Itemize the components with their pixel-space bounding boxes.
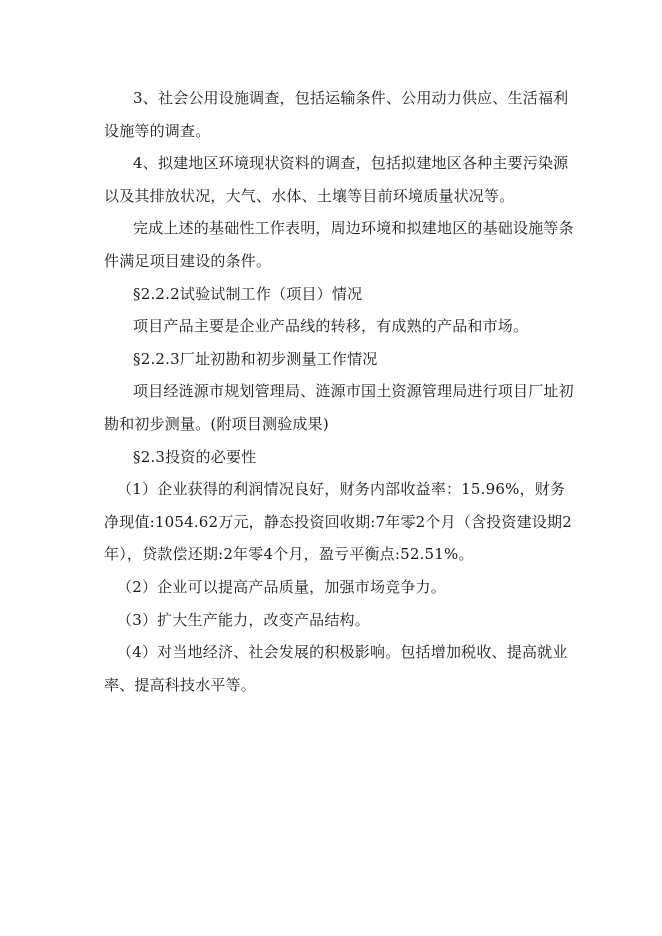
paragraph-site-survey: 项目经涟源市规划管理局、涟源市国土资源管理局进行项目厂址初勘和初步测量。(附项目测验成果) (104, 382, 574, 433)
section-heading-2-2-3: §2.2.3厂址初勘和初步测量工作情况 (133, 349, 378, 368)
paragraph-public-facilities: 3、社会公用设施调查，包括运输条件、公用动力供应、生活福利设施等的调查。 (104, 89, 569, 140)
paragraph-product-quality: （2）企业可以提高产品质量，加强市场竞争力。 (117, 577, 446, 596)
paragraph-production-capacity: （3）扩大生产能力，改变产品结构。 (117, 610, 370, 629)
paragraph-product-transfer: 项目产品主要是企业产品线的转移，有成熟的产品和市场。 (133, 317, 529, 336)
paragraph-social-impact: （4）对当地经济、社会发展的积极影响。包括增加税收、提高就业率、提高科技水平等。 (104, 643, 568, 694)
paragraph-environment-survey: 4、拟建地区环境现状资料的调查，包括拟建地区各种主要污染源以及其排放状况，大气、水体、土壤等目前环境质量状况等。 (104, 154, 569, 205)
paragraph-profit-analysis: （1）企业获得的利润情况良好，财务内部收益率：15.96%，财务净现值:1054.62万元，静态投资回收期:7年零2个月（含投资建设期2年），贷款偿还期:2年零4个月，盈亏平衡点:52.51%。 (104, 480, 572, 564)
section-heading-2-2-2: §2.2.2试验试制工作（项目）情况 (133, 284, 363, 303)
document-page (104, 82, 580, 701)
section-heading-2-3: §2.3投资的必要性 (133, 447, 257, 466)
paragraph-conclusion: 完成上述的基础性工作表明，周边环境和拟建地区的基础设施等条件满足项目建设的条件。 (104, 219, 574, 270)
